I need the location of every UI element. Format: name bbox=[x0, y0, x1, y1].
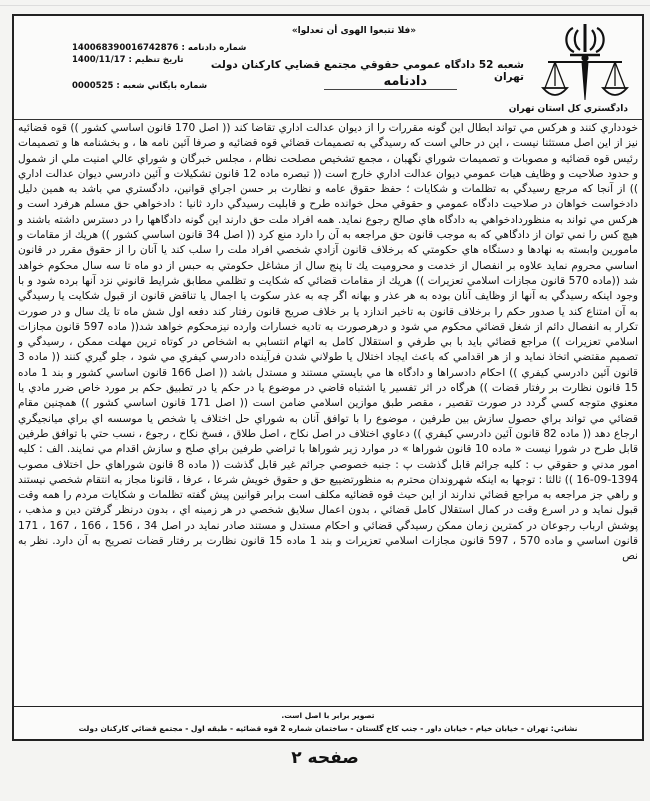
quran-verse: «فلا تتبعوا الهوى أن تعدلوا» bbox=[291, 26, 417, 36]
date-value: 1400/11/17 bbox=[72, 55, 126, 65]
verdict-paragraph: خودداري كنند و هركس مي تواند ابطال اين گونه مقررات را از ديوان عدالت اداري تقاضا كند (( اصل 170 قانون اساسي كشور )) قوه قضائيه نيز از اين اصل مستثنا نيست ، اين در حالي است كه رسيدگي به تصميمات قضائي قوه قضائيه و صرفا آئين نامه ها ، و بخشنامه ها و تصميمات رئيس قوه قضائيه و مصوبات و تصميمات شوراي نگهبان ، مجمع تشخيص مصلحت نظام ، مجلس خبرگان و شوراي عالي امنيت ملي از شمول و حدود صلاحيت و وظايف هيات عمومي ديوان عدالت اداري خارج است (( تبصره ماده 12 قانون تشكيلات و آئين دادرسي ديوان عدالت اداري )) از آنجا كه مرجع رسيدگي به تظلمات و شكايات ؛ حفظ حقوق عامه و نظارت بر حسن اجراي قوانين، دادگستري مي باشد به همين دليل دادخواست خواهان در صلاحيت دادگاه عمومي و حقوقي محل خوانده طرح و قابليت رسيدگي دارد ثانيا : دادخواهي حق مسلم هرفرد است و هركس مي تواند به منظوردادخواهي به دادگاه هاي صالح رجوع نمايد. همه افراد ملت حق دارند اين گونه دادگاهها را در دسترس داشته باشند و هيچ كس را نمي توان از دادگاهي كه به موجب قانون حق مراجعه به آن را دارد منع كرد (( اصل 34 قانون اساسي كشور )) هريك از مقامات و مامورين وابسته به نهادها و دستگاه هاي حكومتي كه برخلاف قانون آزادي شخصي افراد ملت را سلب كند يا آنان را از حقوق مقرر در قانون اساسي محروم نمايد علاوه بر انفصال از خدمت و محروميت يك تا پنج سال از مشاغل حكومتي به حبس از دو ماه تا سه سال محكوم خواهد شد ((ماده 570 قانون مجازات اسلامي تعزيرات )) هريك از مقامات قضائي كه شكايت و تظلمي مطابق شرايط قانوني نزد آنها برده شود و با وجود اينكه رسيدگي به آنها از وظايف آنان بوده به هر عذر و بهانه اگر چه به عذر سكوت يا اجمال يا تناقض قانون از قبول شكايت يا رسيدگي به آن امتناع كند يا صدور حكم را برخلاف قانون به تاخير اندازد يا بر خلاف صريح قانون رفتار كند دفعه اول شش ماه تا يك سال و در صورت تكرار به انفصال دائم از شغل قضائي محكوم مي شود و درهرصورت به تاديه خسارات وارده نيزمحكوم خواهد شد(( ماده 597 قانون مجازات اسلامي تعزيرات )) مراجع قضائي بايد با بي طرفي و استقلال كامل به اتهام انتسابي به اشخاص در كوتاه ترين مهلت ممكن ، رسيدگي و تصميم مقتضي اتخاذ نمايد و از هر اقدامي كه باعث ايجاد اختلال يا طولاني شدن فرآينده دادرسي كيفري مي شود ، جلو گيري كنند (( ماده 3 قانون آئين دادرسي كيفري )) احكام دادسراها و دادگاه ها مي بايستي مستند و مستدل باشد (( اصل 166 قانون اساسي كشور و بند 1 ماده 15 قانون نظارت بر رفتار قضات )) هرگاه در اثر تفسير يا اشتباه قاضي در موضوع يا در حكم يا در تطبيق حكم بر مورد خاص ضرر مادي يا معنوي متوجه كسي گردد در صورت تقصير ، مقصر طبق موازين اسلامي ضامن است (( اصل 171 قانون اساسي كشور )) همچنين مقام قضائي مي تواند براي حصول سازش بين طرفين ، موضوع را با توافق آنان به شوراي حل اختلاف يا شخص يا موسسه اي براي ميانجيگري ارجاع دهد (( ماده 82 قانون آئين دادرسي كيفري )) دعاوي اختلاف در اصل نكاح ، اصل طلاق ، فسخ نكاح ، رجوع ، نسب حتي با توافق طرفين قابل طرح در شورا نيست « ماده 10 قانون شوراها » در موارد زير شوراها با تراضي طرفين براي صلح و سازش اقدام مي نمايند. الف : كليه امور مدني و حقوقي ب : كليه جرائم قابل گذشت پ : جنبه خصوصي جرائم غير قابل گذشت (( ماده 8 قانون شوراهاي حل اختلاف مصوب 1394-09-16 )) ثالثا : توجها به اينكه شهروندان محترم به منظورتضييع حق و حقوق خويش شرعا ، عرفا ، قانونا مجاز به انتقام شخصي نيستند و راهي جز مراجعه به مراجع قضائي ندارند از اين حيث قوه قضائيه مكلف است برابر قوانين پيش گفته تظلمات و شكايات مردم را همه وقت قبول نمايد و در اسرع وقت در كمال استقلال كامل قضائي ، بدون اعمال سلايق شخصي در هر زمينه اي ، بدون درنظر گرفتن دين و مذهب ، پوشش ارباب رجوعان در كمترين زمان ممكن رسيدگي قضائي و احكام مستدل و مستند صادر نمايد در اصل 34 ، 156 ، 166 ، 167 ، 171 قانون اساسي و ماده 570 ، 597 قانون مجازات اسلامي تعزيرات و بند 1 ماده 15 قانون نظارت بر رفتار قضات تصريح به آن دارد. نظر به نص bbox=[18, 122, 639, 563]
verdict-body bbox=[18, 121, 638, 565]
verdict-number-label: شماره دادنامه : bbox=[181, 43, 247, 53]
document-meta bbox=[72, 42, 246, 92]
verdict-number: 140068390016742876 bbox=[72, 43, 179, 53]
judiciary-emblem-icon bbox=[540, 20, 630, 104]
branch-archive-label: شماره بايگاني شعبه : bbox=[116, 81, 208, 91]
court-branch-title: شعبه 52 دادگاه عمومي حقوقي مجتمع قضايي كاركنان دولت تهران bbox=[210, 59, 524, 83]
document-title: دادنامه bbox=[324, 74, 458, 90]
date-label: تاريخ تنظيم : bbox=[128, 55, 184, 65]
branch-archive-row bbox=[72, 80, 246, 92]
branch-archive-number: 0000525 bbox=[72, 81, 114, 91]
document-header bbox=[14, 16, 642, 120]
verdict-document bbox=[12, 14, 644, 710]
page-number: صفحه ۲ bbox=[291, 748, 359, 768]
date-row bbox=[72, 54, 246, 66]
scan-artifact bbox=[0, 5, 650, 6]
document-footer bbox=[12, 706, 644, 741]
copy-certification: تصوير برابر با اصل است. bbox=[281, 711, 375, 720]
verdict-number-row bbox=[72, 42, 246, 54]
province-judiciary-label: دادگستري كل استان تهران bbox=[508, 104, 628, 114]
court-address: نشاني: تهران - خيابان خيام - خيابان داور - جنب كاخ گلستان - ساختمان شماره 2 قوه قضائيه - طبقه اول - مجتمع قضائي كاركنان دولت bbox=[78, 724, 578, 733]
